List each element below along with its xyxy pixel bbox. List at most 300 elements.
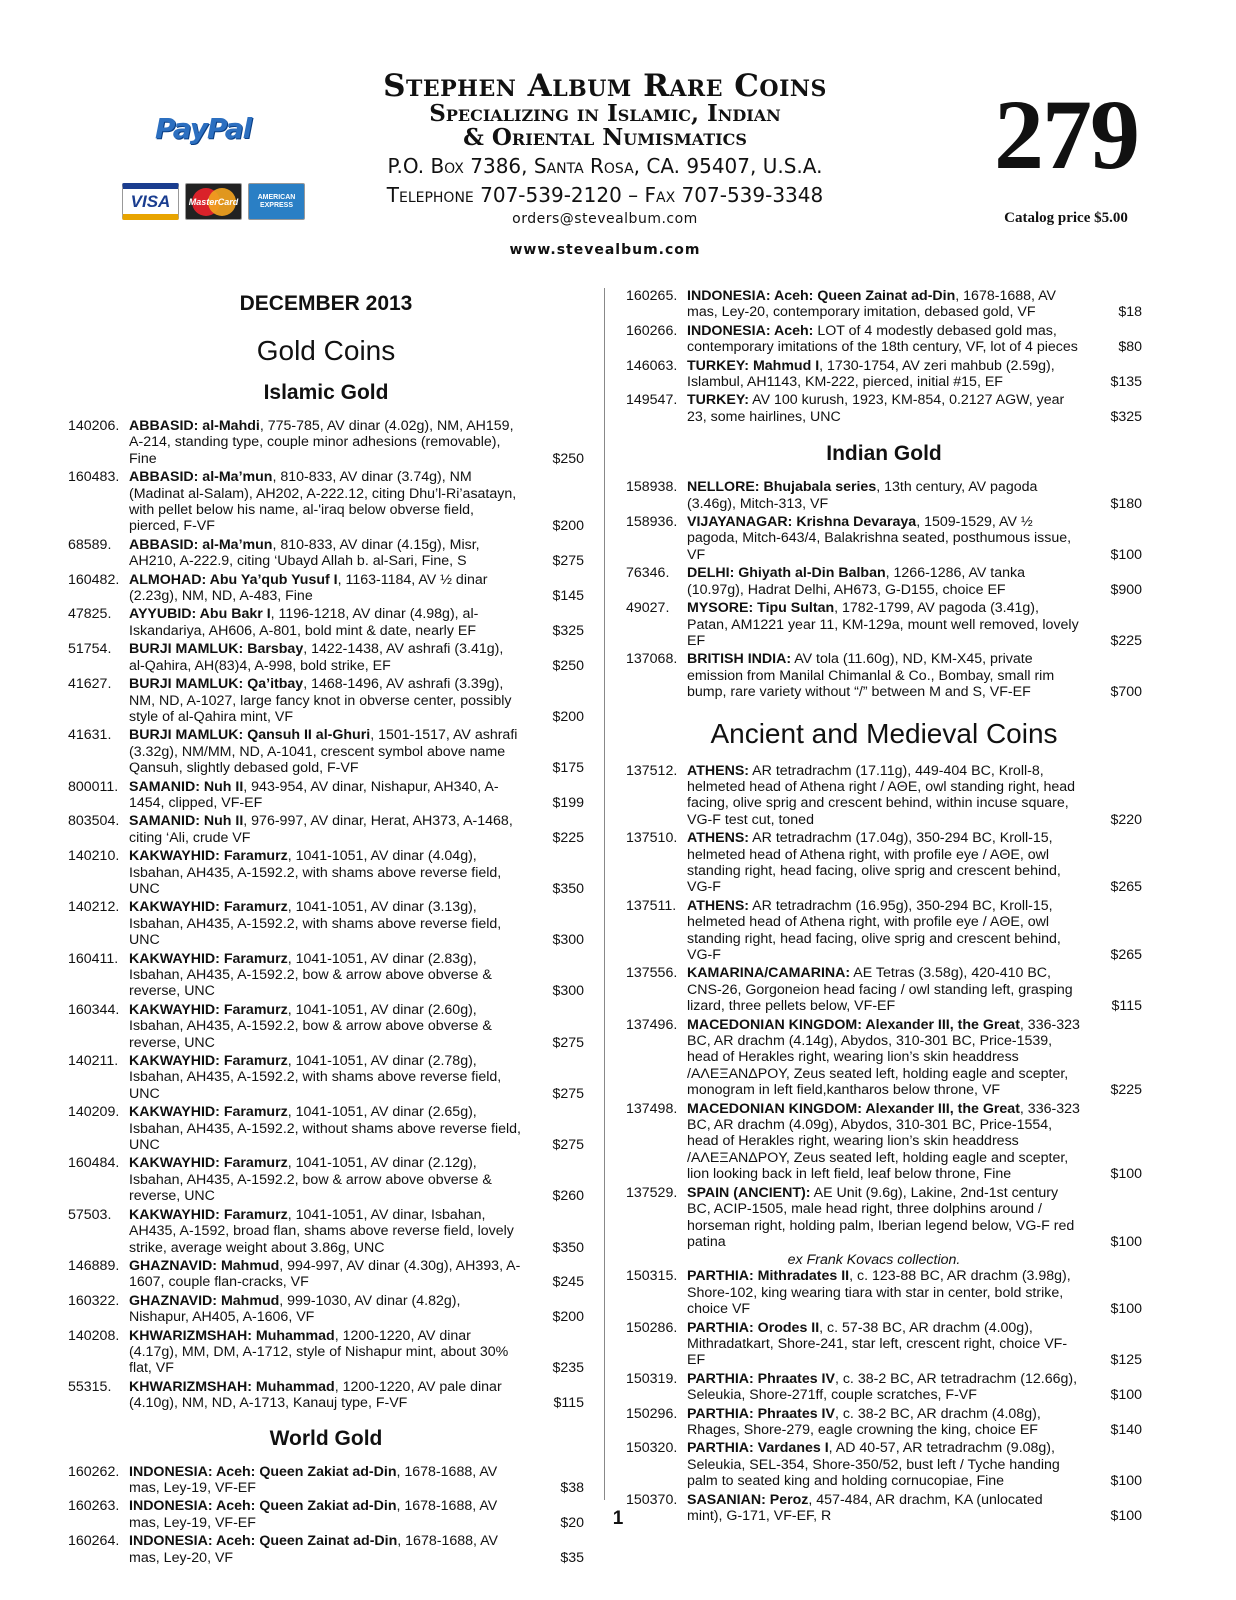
lot-number: 160322. bbox=[68, 1292, 120, 1309]
lot-details: AV 100 kurush, 1923, KM-854, 0.2127 AGW, year 23, some hairlines, UNC bbox=[687, 392, 1065, 425]
lot-number: 160344. bbox=[68, 1001, 120, 1018]
lot-heading: PARTHIA: Phraates IV bbox=[687, 1405, 835, 1422]
lot-heading: PARTHIA: Orodes II bbox=[687, 1319, 820, 1336]
lot-price: $20 bbox=[560, 1514, 584, 1531]
lot-description bbox=[687, 1268, 1142, 1317]
lot-entry bbox=[626, 479, 1142, 512]
lot-heading: PARTHIA: Mithradates II bbox=[687, 1268, 850, 1285]
lot-heading: BURJI MAMLUK: Qa’itbay bbox=[129, 676, 304, 693]
telephone-fax: Telephone 707-539-2120 – Fax 707-539-3348 bbox=[386, 183, 824, 207]
lot-price: $300 bbox=[552, 983, 584, 1000]
lot-number: 51754. bbox=[68, 641, 112, 658]
lot-details: , 1041-1051, AV dinar (2.78g), Isbahan, AH435, A-1592.2, with shams above reverse field, UNC bbox=[129, 1053, 502, 1102]
lot-description bbox=[129, 676, 584, 725]
lot-heading: INDONESIA: Aceh: Queen Zainat ad-Din bbox=[687, 288, 956, 304]
lot-details: , 1196-1218, AV dinar (4.98g), al-Iskandariya, AH606, A-801, bold mint & date, nearly EF bbox=[129, 606, 479, 639]
lot-entry bbox=[626, 1268, 1142, 1317]
lot-number: 57503. bbox=[68, 1206, 112, 1223]
ancient-coins-list bbox=[626, 763, 1142, 1525]
lot-entry bbox=[626, 1017, 1142, 1099]
catalog-price: Catalog price $5.00 bbox=[1004, 210, 1128, 226]
lot-entry bbox=[626, 763, 1142, 829]
lot-description-block bbox=[687, 565, 1142, 598]
lot-price: $100 bbox=[1110, 1166, 1142, 1183]
lot-details: AE Unit (9.6g), Lakine, 2nd-1st century BC, ACIP-1505, male head right, three dolphins around / horseman right, holding palm, Iberian legend below, VG-F red patina bbox=[687, 1184, 1075, 1250]
lot-entry bbox=[626, 358, 1142, 391]
lot-number: 137498. bbox=[626, 1100, 678, 1117]
section-heading-ancient-medieval: Ancient and Medieval Coins bbox=[710, 717, 1058, 749]
lot-heading: ALMOHAD: Abu Ya’qub Yusuf I bbox=[129, 571, 338, 588]
lot-heading: BURJI MAMLUK: Barsbay bbox=[129, 641, 304, 658]
lot-heading: KHWARIZMSHAH: Muhammad bbox=[129, 1327, 335, 1344]
mastercard-icon: MasterCard bbox=[185, 183, 242, 220]
lot-description bbox=[687, 1101, 1142, 1183]
lot-entry bbox=[626, 565, 1142, 598]
lot-price: $200 bbox=[552, 1309, 584, 1326]
lot-details: , 1509-1529, AV ½ pagoda, Mitch-643/4, Balakrishna seated, posthumous issue, VF bbox=[687, 514, 1072, 563]
lot-description-block bbox=[687, 392, 1142, 425]
lot-description bbox=[129, 899, 584, 948]
lot-details: , 13th century, AV pagoda (3.46g), Mitch-313, VF bbox=[687, 479, 1038, 512]
amex-card-icon: AMERICAN EXPRESS bbox=[248, 183, 305, 220]
lot-details: , 1041-1051, AV dinar (3.13g), Isbahan, AH435, A-1592.2, with shams above reverse field, UNC bbox=[129, 899, 502, 949]
lot-description-block bbox=[129, 1533, 584, 1566]
lot-heading: DELHI: Ghiyath al-Din Balban bbox=[687, 565, 886, 582]
lot-heading: KAKWAYHID: Faramurz bbox=[129, 950, 288, 967]
lot-price: $200 bbox=[552, 518, 584, 535]
lot-number: 47825. bbox=[68, 606, 112, 623]
lot-entry bbox=[68, 848, 584, 897]
lot-details: , 1730-1754, AV zeri mahbub (2.59g), Islambul, AH1143, KM-222, pierced, initial #15, EF bbox=[687, 357, 1055, 391]
lot-number: 158938. bbox=[626, 479, 678, 496]
payment-cards bbox=[122, 183, 305, 220]
company-name: Stephen Album Rare Coins bbox=[383, 68, 827, 104]
indian-gold-list bbox=[626, 479, 1142, 700]
lot-number: 137496. bbox=[626, 1016, 678, 1033]
lot-number: 76346. bbox=[626, 565, 670, 582]
lot-description-block bbox=[687, 763, 1142, 829]
lot-heading: ABBASID: al-Ma’mun bbox=[129, 536, 273, 553]
lot-price: $180 bbox=[1110, 495, 1142, 512]
lot-number: 140208. bbox=[68, 1327, 120, 1344]
lot-heading: ABBASID: al-Mahdi bbox=[129, 418, 260, 434]
lot-heading: INDONESIA: Aceh: Queen Zakiat ad-Din bbox=[129, 1498, 397, 1515]
lot-details: , 1782-1799, AV pagoda (3.41g), Patan, AM1221 year 11, KM-129a, mount well removed, lovely EF bbox=[687, 600, 1079, 649]
lot-description-block bbox=[687, 323, 1142, 356]
lot-details: , 1200-1220, AV dinar (4.17g), MM, DM, A-1712, style of Nishapur mint, about 30% flat, VF bbox=[129, 1327, 509, 1377]
lot-entry bbox=[68, 1533, 584, 1566]
lot-description bbox=[687, 1440, 1142, 1489]
lot-description-block bbox=[129, 1104, 584, 1153]
lot-price: $275 bbox=[552, 1085, 584, 1102]
lot-description bbox=[687, 565, 1142, 598]
postal-address: P.O. Box 7386, Santa Rosa, CA. 95407, U.S.A. bbox=[387, 154, 823, 178]
lot-number: 149547. bbox=[626, 392, 678, 409]
lot-heading: NELLORE: Bhujabala series bbox=[687, 479, 877, 496]
lot-price: $200 bbox=[552, 708, 584, 725]
lot-heading: KAKWAYHID: Faramurz bbox=[129, 1053, 288, 1070]
lot-description-block bbox=[687, 1371, 1142, 1404]
lot-description bbox=[687, 1371, 1142, 1404]
subheading-indian-gold: Indian Gold bbox=[826, 442, 942, 466]
lot-entry bbox=[626, 288, 1142, 321]
subheading-islamic-gold: Islamic Gold bbox=[263, 381, 389, 404]
lot-description-block bbox=[129, 813, 584, 846]
lot-entry bbox=[626, 392, 1142, 425]
lot-details: LOT of 4 modestly debased gold mas, contemporary imitations of the 18th century, VF, lot of 4 pieces bbox=[687, 322, 1078, 356]
lot-price: $350 bbox=[552, 1239, 584, 1256]
lot-price: $100 bbox=[1110, 1508, 1142, 1524]
lot-entry bbox=[626, 965, 1142, 1014]
lot-description bbox=[129, 1379, 584, 1412]
lot-entry bbox=[68, 1207, 584, 1256]
lot-description bbox=[687, 830, 1142, 896]
lot-heading: AYYUBID: Abu Bakr I bbox=[129, 606, 271, 623]
paypal-logo: PayPal bbox=[155, 112, 252, 145]
lot-price: $300 bbox=[552, 932, 584, 949]
lot-description-block bbox=[129, 779, 584, 812]
company-block bbox=[340, 70, 870, 258]
lot-number: 137068. bbox=[626, 651, 678, 668]
lot-description-block bbox=[129, 899, 584, 948]
lot-heading: INDONESIA: Aceh: bbox=[687, 322, 814, 339]
lot-entry bbox=[68, 813, 584, 846]
lot-entry bbox=[68, 1053, 584, 1102]
lot-description-block bbox=[687, 898, 1142, 964]
lot-heading: SAMANID: Nuh II bbox=[129, 778, 244, 795]
lot-heading: PARTHIA: Phraates IV bbox=[687, 1370, 835, 1387]
lot-description bbox=[687, 898, 1142, 964]
lot-details: , c. 57-38 BC, AR drachm (4.00g), Mithradatkart, Shore-241, star left, crescent right, choice VF-EF bbox=[687, 1319, 1068, 1369]
lot-description-block bbox=[687, 1101, 1142, 1183]
lot-description bbox=[687, 479, 1142, 512]
lot-price: $115 bbox=[553, 1395, 584, 1412]
tagline-line2: & Oriental Numismatics bbox=[463, 124, 747, 151]
lot-heading: KAMARINA/CAMARINA: bbox=[687, 965, 851, 982]
lot-details: , 457-484, AR drachm, KA (unlocated mint), G-171, VF-EF, R bbox=[687, 1491, 1043, 1524]
lot-details: AR tetradrachm (17.04g), 350-294 BC, Kroll-15, helmeted head of Athena right, with profile eye / AΘE, owl standing right, head facing, olive sprig and crescent behind, VG-F bbox=[687, 830, 1061, 896]
lot-details: , 810-833, AV dinar (3.74g), NM (Madinat al-Salam), AH202, A-222.12, citing Dhu’l-Ri’asatayn, with pellet below his name, al-'iraq below obverse field, pierced, F-VF bbox=[129, 469, 517, 535]
lot-number: 160484. bbox=[68, 1155, 120, 1172]
lot-number: 160482. bbox=[68, 571, 120, 588]
lot-heading: GHAZNAVID: Mahmud bbox=[129, 1292, 280, 1309]
lot-heading: SASANIAN: Peroz bbox=[687, 1491, 809, 1508]
catalog-month: DECEMBER 2013 bbox=[239, 292, 413, 315]
lot-details: , 943-954, AV dinar, Nishapur, AH340, A-1454, clipped, VF-EF bbox=[129, 778, 499, 811]
lot-number: 137556. bbox=[626, 965, 678, 982]
lot-price: $225 bbox=[552, 829, 584, 846]
lot-price: $140 bbox=[1110, 1421, 1142, 1438]
website-url: www.stevealbum.com bbox=[509, 242, 701, 258]
lot-price: $265 bbox=[1110, 879, 1142, 896]
lot-details: , 1200-1220, AV pale dinar (4.10g), NM, ND, A-1713, Kanauj type, F-VF bbox=[129, 1378, 502, 1412]
section-heading-gold-coins: Gold Coins bbox=[256, 335, 396, 366]
lot-price: $100 bbox=[1110, 546, 1142, 563]
lot-entry bbox=[626, 651, 1142, 700]
lot-description-block bbox=[129, 1379, 584, 1412]
lot-description-block bbox=[687, 1268, 1142, 1317]
lot-description bbox=[129, 1293, 584, 1326]
lot-description bbox=[129, 1258, 584, 1291]
lot-description-block bbox=[129, 537, 584, 570]
lot-entry bbox=[68, 727, 584, 776]
visa-card-icon: VISA bbox=[122, 183, 179, 220]
lot-details: , 810-833, AV dinar (4.15g), Misr, AH210, A-222.9, citing ‘Ubayd Allah b. al-Sari, Fine, S bbox=[129, 536, 480, 570]
lot-description bbox=[129, 1207, 584, 1256]
lot-details: , 1041-1051, AV dinar (2.65g), Isbahan, AH435, A-1592.2, without shams above reverse field, UNC bbox=[129, 1104, 521, 1154]
lot-price: $38 bbox=[560, 1479, 584, 1496]
lot-details: , 1678-1688, AV mas, Ley-20, contemporary imitation, debased gold, VF bbox=[687, 288, 1056, 321]
lot-price: $235 bbox=[552, 1360, 584, 1377]
lot-price: $80 bbox=[1118, 339, 1142, 356]
lot-entry bbox=[68, 779, 584, 812]
lot-description-block bbox=[687, 1185, 1142, 1251]
lot-details: , 1041-1051, AV dinar, Isbahan, AH435, A-1592, broad flan, shams above reverse field, lovely strike, average weight about 3.86g, UNC bbox=[129, 1206, 514, 1256]
lot-description-block bbox=[129, 951, 584, 1000]
lot-entry bbox=[68, 1464, 584, 1497]
lot-entry bbox=[68, 1002, 584, 1051]
lot-heading: SPAIN (ANCIENT): bbox=[687, 1184, 811, 1201]
lot-details: , 1678-1688, AV mas, Ley-20, VF bbox=[129, 1533, 498, 1566]
lot-price: $250 bbox=[552, 450, 584, 467]
lot-description-block bbox=[129, 572, 584, 605]
lot-heading: KAKWAYHID: Faramurz bbox=[129, 899, 288, 916]
lot-price: $100 bbox=[1110, 1473, 1142, 1490]
lot-description-block bbox=[687, 651, 1142, 700]
lot-description bbox=[129, 537, 584, 570]
lot-description-block bbox=[129, 1258, 584, 1291]
lot-heading: KAKWAYHID: Faramurz bbox=[129, 1155, 288, 1172]
lot-price: $18 bbox=[1118, 304, 1142, 321]
lot-heading: VIJAYANAGAR: Krishna Devaraya bbox=[687, 514, 917, 531]
lot-description-block bbox=[129, 606, 584, 639]
lot-price: $275 bbox=[552, 1034, 584, 1051]
lot-details: AR tetradrachm (17.11g), 449-404 BC, Kroll-8, helmeted head of Athena right / AΘE, owl standing right, head facing, olive sprig and crescent behind, within incuse square, VG-F test cut, toned bbox=[687, 762, 1076, 828]
lot-price: $325 bbox=[1110, 408, 1142, 425]
lot-heading: KAKWAYHID: Faramurz bbox=[129, 1104, 288, 1121]
lot-details: , 1468-1496, AV ashrafi (3.39g), NM, ND, A-1027, large fancy knot in obverse center, possibly style of al-Qahira mint, VF bbox=[129, 676, 512, 725]
lot-entry bbox=[626, 1101, 1142, 1183]
lot-number: 140206. bbox=[68, 418, 120, 434]
lot-price: $225 bbox=[1110, 1082, 1142, 1099]
lot-number: 160262. bbox=[68, 1463, 120, 1480]
islamic-gold-list bbox=[68, 418, 584, 1412]
lot-heading: MACEDONIAN KINGDOM: Alexander III, the Great bbox=[687, 1016, 1020, 1033]
left-column bbox=[68, 288, 584, 1568]
lot-description bbox=[129, 1533, 584, 1566]
lot-entry bbox=[68, 676, 584, 725]
lot-details: , 999-1030, AV dinar (4.82g), Nishapur, AH405, A-1606, VF bbox=[129, 1292, 461, 1326]
lot-price: $220 bbox=[1110, 811, 1142, 828]
lot-entry bbox=[68, 537, 584, 570]
lot-number: 160265. bbox=[626, 288, 678, 304]
lot-description-block bbox=[129, 469, 584, 535]
lot-heading: BURJI MAMLUK: Qansuh II al-Ghuri bbox=[129, 727, 371, 744]
lot-heading: SAMANID: Nuh II bbox=[129, 813, 244, 830]
lot-entry bbox=[626, 1371, 1142, 1404]
lot-description-block bbox=[129, 1464, 584, 1497]
lot-heading: INDONESIA: Aceh: Queen Zainat ad-Din bbox=[129, 1533, 398, 1550]
lot-description bbox=[687, 1406, 1142, 1439]
lot-description bbox=[129, 727, 584, 776]
lot-number: 140212. bbox=[68, 899, 120, 916]
lot-details: , 775-785, AV dinar (4.02g), NM, AH159, A-214, standing type, couple minor adhesions (removable), Fine bbox=[129, 418, 514, 467]
lot-details: , 1501-1517, AV ashrafi (3.32g), NM/MM, ND, A-1041, crescent symbol above name Qansuh, slightly debased gold, F-VF bbox=[129, 727, 518, 777]
lot-description bbox=[687, 1320, 1142, 1369]
lot-heading: PARTHIA: Vardanes I bbox=[687, 1440, 829, 1457]
lot-number: 150296. bbox=[626, 1405, 678, 1422]
lot-price: $35 bbox=[560, 1549, 584, 1566]
lot-entry bbox=[68, 951, 584, 1000]
lot-entry bbox=[68, 1379, 584, 1412]
lot-description bbox=[687, 965, 1142, 1014]
lot-provenance: ex Frank Kovacs collection. bbox=[787, 1252, 961, 1269]
lot-price: $350 bbox=[552, 880, 584, 897]
lot-details: , 1163-1184, AV ½ dinar (2.23g), NM, ND, A-483, Fine bbox=[129, 571, 488, 605]
lot-description bbox=[687, 651, 1142, 700]
lot-description-block bbox=[687, 288, 1142, 321]
lot-details: , 336-323 BC, AR drachm (4.14g), Abydos, 310-301 BC, Price-1539, head of Herakles right, wearing lion’s skin headdress /AΛEΞANΔPOY, Zeus seated left, holding eagle and scepter, monogram in left field,kantharos below throne, VF bbox=[687, 1016, 1080, 1099]
lot-description bbox=[687, 392, 1142, 425]
lot-description-block bbox=[129, 1293, 584, 1326]
page-number: 1 bbox=[612, 1508, 624, 1529]
lot-description bbox=[129, 606, 584, 639]
lot-number: 158936. bbox=[626, 514, 678, 531]
lot-details: , AD 40-57, AR tetradrachm (9.08g), Seleukia, SEL-354, Shore-350/52, bust left / Tyche handing palm to seated king and holding cornucopiae, Fine bbox=[687, 1440, 1060, 1490]
lot-price: $115 bbox=[1111, 998, 1142, 1015]
lot-number: 146889. bbox=[68, 1257, 120, 1274]
lot-description-block bbox=[129, 676, 584, 725]
lot-description-block bbox=[129, 1328, 584, 1377]
lot-heading: BRITISH INDIA: bbox=[687, 651, 792, 668]
lot-details: , c. 38-2 BC, AR drachm (4.08g), Rhages, Shore-279, eagle crowning the king, choice EF bbox=[687, 1405, 1041, 1438]
lot-heading: MACEDONIAN KINGDOM: Alexander III, the Great bbox=[687, 1100, 1020, 1117]
lot-entry bbox=[68, 1258, 584, 1291]
lot-entry bbox=[626, 898, 1142, 964]
lot-description bbox=[129, 1155, 584, 1204]
lot-price: $260 bbox=[552, 1188, 584, 1205]
lot-heading: ABBASID: al-Ma’mun bbox=[129, 469, 273, 486]
lot-price: $145 bbox=[552, 588, 584, 605]
lot-heading: KAKWAYHID: Faramurz bbox=[129, 848, 288, 865]
lot-price: $900 bbox=[1110, 581, 1142, 598]
lot-description bbox=[129, 641, 584, 674]
lot-heading: ATHENS: bbox=[687, 897, 750, 914]
lot-heading: KAKWAYHID: Faramurz bbox=[129, 1206, 288, 1223]
lot-number: 150320. bbox=[626, 1440, 678, 1457]
lot-description-block bbox=[687, 1017, 1142, 1099]
lot-description bbox=[129, 779, 584, 812]
lot-details: , 1041-1051, AV dinar (4.04g), Isbahan, AH435, A-1592.2, with shams above reverse field, UNC bbox=[129, 848, 502, 897]
lot-description bbox=[129, 813, 584, 846]
lot-entry bbox=[626, 323, 1142, 356]
lot-details: , 1041-1051, AV dinar (2.60g), Isbahan, AH435, A-1592.2, bow & arrow above obverse & reverse, UNC bbox=[129, 1001, 492, 1051]
lot-description bbox=[687, 358, 1142, 391]
lot-description bbox=[129, 469, 584, 535]
lot-number: 150370. bbox=[626, 1491, 678, 1508]
lot-description-block bbox=[687, 1320, 1142, 1369]
lot-price: $265 bbox=[1110, 947, 1142, 963]
lot-number: 160266. bbox=[626, 322, 678, 339]
lot-details: AE Tetras (3.58g), 420-410 BC, CNS-26, Gorgoneion head facing / owl standing left, grasping lizard, three pellets below, VF-EF bbox=[687, 965, 1073, 1015]
lot-entry bbox=[68, 1328, 584, 1377]
lot-entry bbox=[626, 1440, 1142, 1489]
lot-price: $100 bbox=[1110, 1233, 1142, 1250]
lot-description-block bbox=[687, 965, 1142, 1014]
lot-description-block bbox=[687, 1440, 1142, 1489]
lot-price: $175 bbox=[552, 760, 584, 777]
lot-heading: GHAZNAVID: Mahmud bbox=[129, 1257, 280, 1274]
lot-price: $135 bbox=[1110, 374, 1142, 391]
lot-entry bbox=[626, 1406, 1142, 1439]
lot-number: 800011. bbox=[68, 778, 119, 795]
lot-description-block bbox=[687, 358, 1142, 391]
column-divider bbox=[604, 288, 605, 1500]
lot-number: 803504. bbox=[68, 813, 120, 830]
lot-entry bbox=[626, 1320, 1142, 1369]
lot-description bbox=[129, 1053, 584, 1102]
lot-number: 150319. bbox=[626, 1370, 678, 1387]
lot-number: 137511. bbox=[626, 897, 677, 914]
lot-number: 160263. bbox=[68, 1498, 120, 1515]
lot-entry bbox=[68, 469, 584, 535]
lot-number: 150286. bbox=[626, 1319, 678, 1336]
lot-number: 55315. bbox=[68, 1378, 112, 1395]
lot-description bbox=[129, 1328, 584, 1377]
lot-description bbox=[129, 572, 584, 605]
lot-description-block bbox=[129, 641, 584, 674]
lot-entry bbox=[68, 606, 584, 639]
lot-description-block bbox=[129, 1155, 584, 1204]
lot-price: $275 bbox=[552, 1137, 584, 1154]
lot-entry bbox=[68, 572, 584, 605]
lot-description-block bbox=[129, 418, 584, 467]
lot-description bbox=[687, 1017, 1142, 1099]
lot-heading: ATHENS: bbox=[687, 762, 750, 779]
lot-price: $100 bbox=[1110, 1387, 1142, 1404]
lot-description bbox=[687, 288, 1142, 321]
lot-details: AV tola (11.60g), ND, KM-X45, private emission from Manilal Chimanlal & Co., Bombay, small rim bump, rare variety without “/” between M and S, VF-EF bbox=[687, 651, 1055, 701]
lot-price: $100 bbox=[1110, 1301, 1142, 1318]
lot-description bbox=[687, 600, 1142, 649]
lot-details: , 1422-1438, AV ashrafi (3.41g), al-Qahira, AH(83)4, A-998, bold strike, EF bbox=[129, 641, 504, 674]
lot-description bbox=[129, 418, 584, 467]
world-gold-list-continued bbox=[626, 288, 1142, 425]
lot-description bbox=[687, 763, 1142, 829]
lot-entry bbox=[68, 418, 584, 467]
lot-price: $125 bbox=[1110, 1352, 1142, 1369]
lot-number: 160411. bbox=[68, 950, 119, 967]
catalog-header bbox=[0, 0, 1236, 270]
lot-heading: MYSORE: Tipu Sultan bbox=[687, 600, 835, 617]
lot-number: 41627. bbox=[68, 676, 112, 693]
lot-description-block bbox=[687, 479, 1142, 512]
lot-number: 140210. bbox=[68, 848, 120, 865]
lot-entry bbox=[68, 1104, 584, 1153]
lot-description-block bbox=[129, 848, 584, 897]
lot-number: 140209. bbox=[68, 1104, 120, 1121]
lot-entry bbox=[626, 830, 1142, 896]
lot-heading: KHWARIZMSHAH: Muhammad bbox=[129, 1378, 335, 1395]
lot-description bbox=[129, 1464, 584, 1497]
subheading-world-gold: World Gold bbox=[269, 1426, 383, 1450]
lot-heading: KAKWAYHID: Faramurz bbox=[129, 1001, 288, 1018]
lot-description bbox=[129, 1104, 584, 1153]
lot-heading: INDONESIA: Aceh: Queen Zakiat ad-Din bbox=[129, 1463, 397, 1480]
lot-description-block bbox=[687, 514, 1142, 563]
lot-number: 150315. bbox=[626, 1268, 678, 1285]
lot-price: $325 bbox=[552, 622, 584, 639]
